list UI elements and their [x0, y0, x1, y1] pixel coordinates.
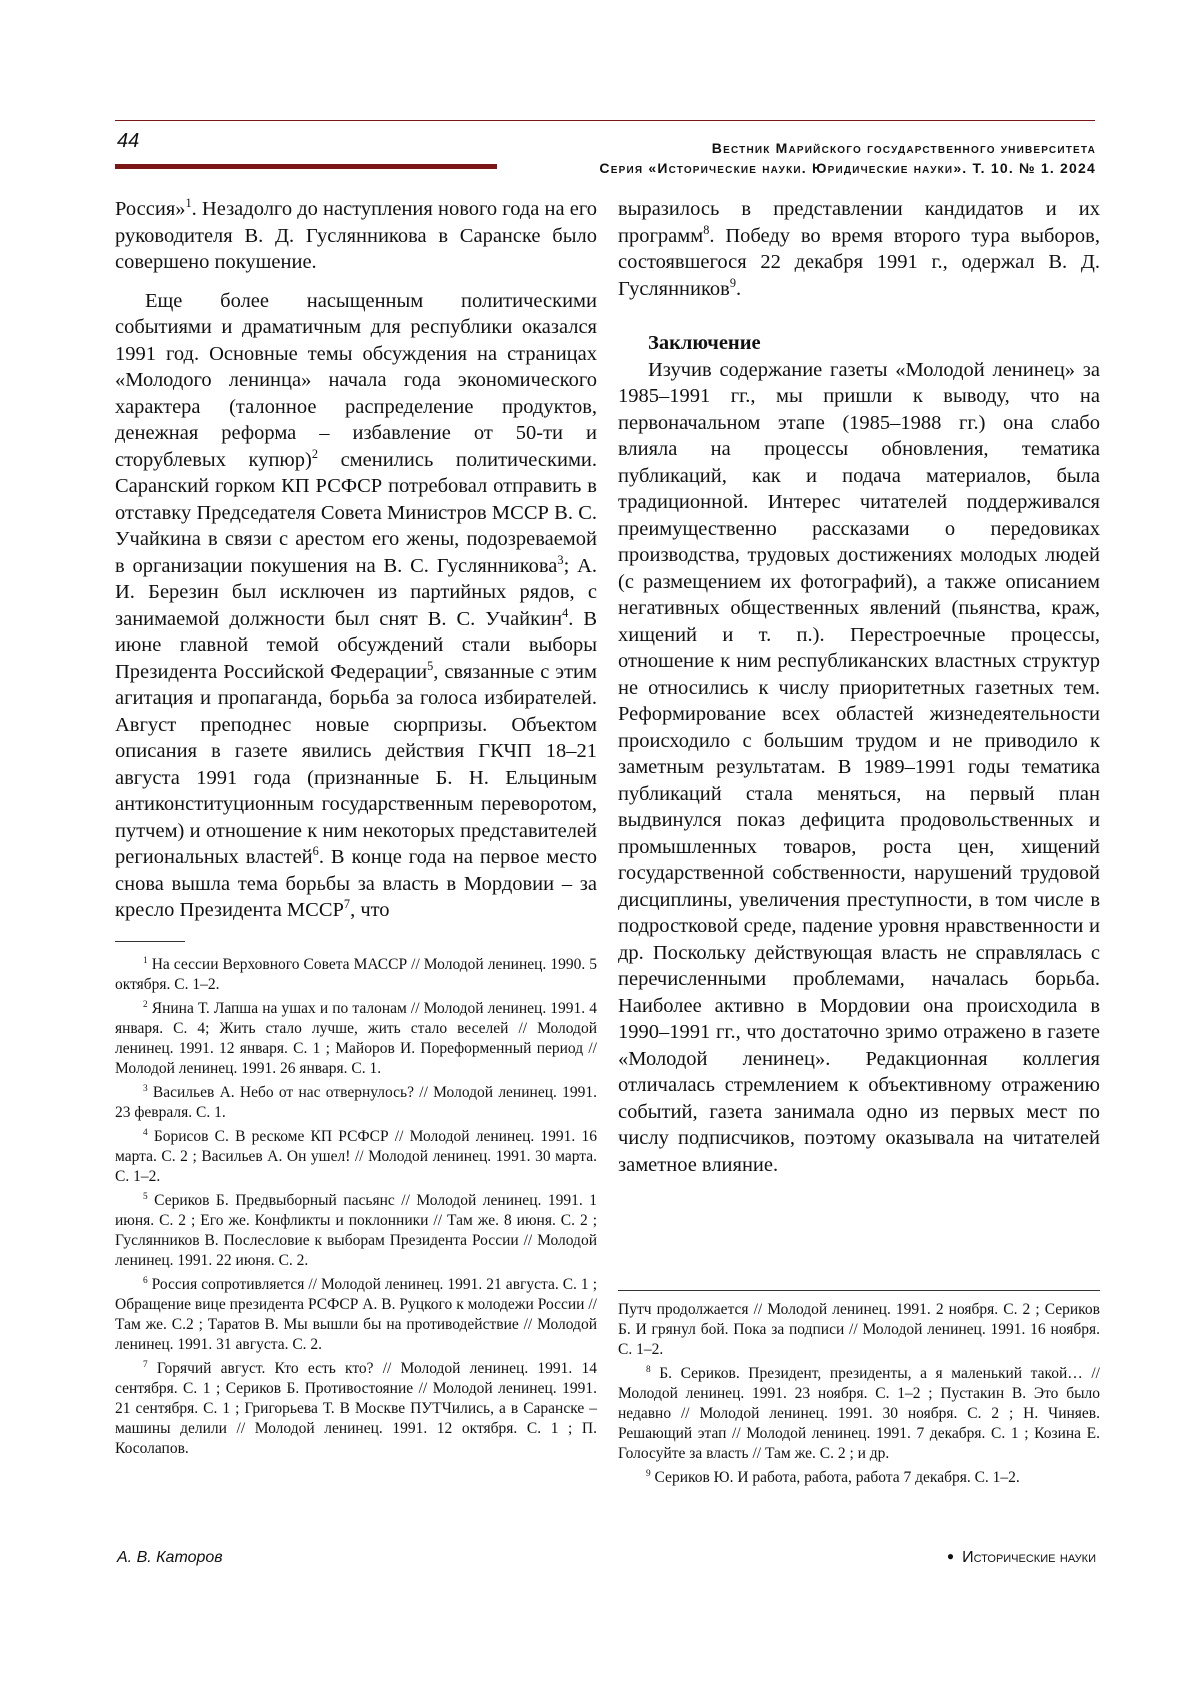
footnote-separator-left: [115, 941, 185, 942]
footnote-ref-1[interactable]: 1: [185, 196, 192, 211]
journal-title: Вестник Марийского государственного университета: [711, 140, 1096, 156]
footnote-7-continued: Путч продолжается // Молодой ленинец. 1991. 2 ноября. С. 2 ; Сериков Б. И грянул бой. Пока за подписи // Молодой ленинец. 1991. 16 ноября. С. 1–2.: [618, 1301, 1100, 1358]
bullet-icon: ●: [946, 1549, 955, 1563]
paragraph-continued-right: выразилось в представлении кандидатов и их программ$^8$. Победу во время второго тура выборов, состоявшегося 22 декабря 1991 г., одержал В. Д. Гуслянников$^9$.: [618, 198, 1100, 300]
footnote-6: $^6$ Россия сопротивляется // Молодой ленинец. 1991. 21 августа. С. 1 ; Обращение вице президента РСФСР А. В. Руцкого к молодежи России // Там же. С.2 ; Таратов В. Мы вышли бы на противодействие // Молодой ленинец. 1991. 31 августа. С. 2.: [115, 1275, 597, 1353]
footnote-ref-7[interactable]: 7: [343, 897, 351, 912]
footnote-2: $^2$ Янина Т. Лапша на ушах и по талонам // Молодой ленинец. 1991. 4 января. С. 4; Жить стало лучше, жить стало веселей // Молодой ленинец. 1991. 12 января. С. 1 ; Майоров И. Пореформенный период // Молодой ленинец. 1991. 26 января. С. 1.: [115, 999, 597, 1077]
footnote-ref-2[interactable]: 2: [311, 446, 318, 461]
conclusion-paragraph: Изучив содержание газеты «Молодой ленинец» за 1985–1991 гг., мы пришли к выводу, что на первоначальном этапе (1985–1988 гг.) она слабо влияла на процессы обновления, тематика публикаций, как и подача материалов, была традиционной. Интерес читателей поддерживался преимущественно рассказами о передовиках производства, трудовых достижениях молодых людей (с размещением их фотографий), а также описанием негативных общественных явлений (пьянства, краж, хищений и т. п.). Перестроечные процессы, отношение к ним республиканских властных структур не относились к числу приоритетных газетных тем. Реформирование всех областей жизнедеятельности происходило с большим трудом и не приводило к заметным результатам. В 1989–1991 годы тематика публикаций стала меняться, на первый план выдвинулся показ дефицита продовольственных и промышленных товаров, роста цен, хищений государственной собственности, нарушений трудовой дисциплины, увеличения преступности, в том числе в подростковой среде, падение уровня нравственности и др. Поскольку действующая власть не справлялась с перечисленными проблемами, началась борьба. Наиболее активно в Мордовии она происходила в 1990–1991 гг., что достаточно зримо отражено в газете «Молодой ленинец». Редакционная коллегия отличалась стремлением к объективному отражению событий, газета занимала одно из первых мест по числу подписчиков, поэтому оказывала на читателей заметное влияние.: [618, 358, 1100, 1176]
footnote-ref-4[interactable]: 4: [562, 605, 569, 620]
header-accent-bar: [115, 164, 497, 169]
footnote-4: $^4$ Борисов С. В рескоме КП РСФСР // Молодой ленинец. 1991. 16 марта. С. 2 ; Васильев А. Он ушел! // Молодой ленинец. 1991. 30 марта. С. 1–2.: [115, 1127, 597, 1185]
journal-series: Серия «Исторические науки. Юридические науки». Т. 10. № 1. 2024: [599, 160, 1096, 176]
paragraph-1991: Еще более насыщенным политическими событиями и драматичным для республики оказался 1991 год. Основные темы обсуждения на страницах «Молодого ленинца» начала года экономического характера (талонное распределение продуктов, денежная реформа – избавление от 50-ти и сторублевых купюр)$^2$ сменились политическими. Саранский горком КП РСФСР потребовал отправить в отставку Председателя Совета Министров МССР В. С. Учайкина в связи с арестом его жены, подозреваемой в организации покушения на В. С. Гуслянникова$^3$; А. И. Березин был исключен из партийных рядов, с занимаемой должности был снят В. С. Учайкин$^4$. В июне главной темой обсуждений стали выборы Президента Российской Федерации$^5$, связанные с этим агитация и пропаганда, борьба за голоса избирателей. Август преподнес новые сюрпризы. Объектом описания в газете явились действия ГКЧП 18–21 августа 1991 года (признанные Б. Н. Ельциным антиконституционным государственным переворотом, путчем) и отношение к ним некоторых представителей региональных властей$^6$. В конце года на первое место снова вышла тема борьбы за власть в Мордовии – за кресло Президента МССР$^7$, что: [115, 289, 598, 921]
footnote-7: $^7$ Горячий август. Кто есть кто? // Молодой ленинец. 1991. 14 сентября. С. 1 ; Сериков Б. Противостояние // Молодой ленинец. 1991. 21 сентября. С. 1 ; Григорьева Т. В Москве ПУТЧились, а в Саранске – машины делили // Молодой ленинец. 1991. 12 октября. С. 1 ; П. Косолапов.: [115, 1359, 597, 1457]
footnote-1: $^1$ На сессии Верховного Совета МАССР // Молодой ленинец. 1990. 5 октября. С. 1–2.: [115, 955, 597, 993]
header-top-rule: [115, 120, 1095, 121]
footnote-ref-5[interactable]: 5: [427, 658, 434, 673]
journal-header: [599, 138, 1096, 178]
page-number: 44: [117, 130, 140, 152]
left-column: [115, 196, 597, 924]
footnote-8: $^8$ Б. Сериков. Президент, президенты, а я маленький такой… // Молодой ленинец. 1991. 23 ноября. С. 1–2 ; Пустакин В. Это было недавно // Молодой ленинец. 1991. 30 ноября. С. 2 ; Н. Чиняев. Решающий этап // Молодой ленинец. 1991. 7 декабря. С. 1 ; Козина Е. Голосуйте за власть // Там же. С. 2 ; и др.: [618, 1364, 1100, 1462]
footnote-ref-8[interactable]: 8: [703, 222, 710, 237]
footer-section: [947, 1549, 1096, 1567]
footnote-separator-right: [618, 1290, 1100, 1291]
paragraph-continued: Россия»$^1$. Незадолго до наступления нового года на его руководителя В. Д. Гуслянникова в Саранске было совершено покушение.: [115, 196, 597, 273]
footer-author: А. В. Каторов: [117, 1549, 223, 1566]
right-column: [618, 196, 1100, 1178]
footnote-9: $^9$ Сериков Ю. И работа, работа, работа 7 декабря. С. 1–2.: [646, 1468, 1020, 1486]
footnote-3: $^3$ Васильев А. Небо от нас отвернулось? // Молодой ленинец. 1991. 23 февраля. С. 1.: [115, 1083, 597, 1121]
footnotes-left: [115, 955, 597, 1463]
footer-section-label: Исторические науки: [962, 1549, 1096, 1566]
footnote-ref-3[interactable]: 3: [557, 552, 564, 567]
footnote-ref-9[interactable]: 9: [729, 275, 736, 290]
footnotes-right: [618, 1300, 1100, 1492]
conclusion-heading: Заключение: [648, 332, 761, 354]
footnote-5: $^5$ Сериков Б. Предвыборный пасьянс // Молодой ленинец. 1991. 1 июня. С. 2 ; Его же. Конфликты и поклонники // Там же. 8 июня. С. 2 ; Гуслянников В. Послесловие к выборам Президента России // Молодой ленинец. 1991. 22 июня. С. 2.: [115, 1191, 597, 1269]
footnote-ref-6[interactable]: 6: [312, 844, 319, 859]
